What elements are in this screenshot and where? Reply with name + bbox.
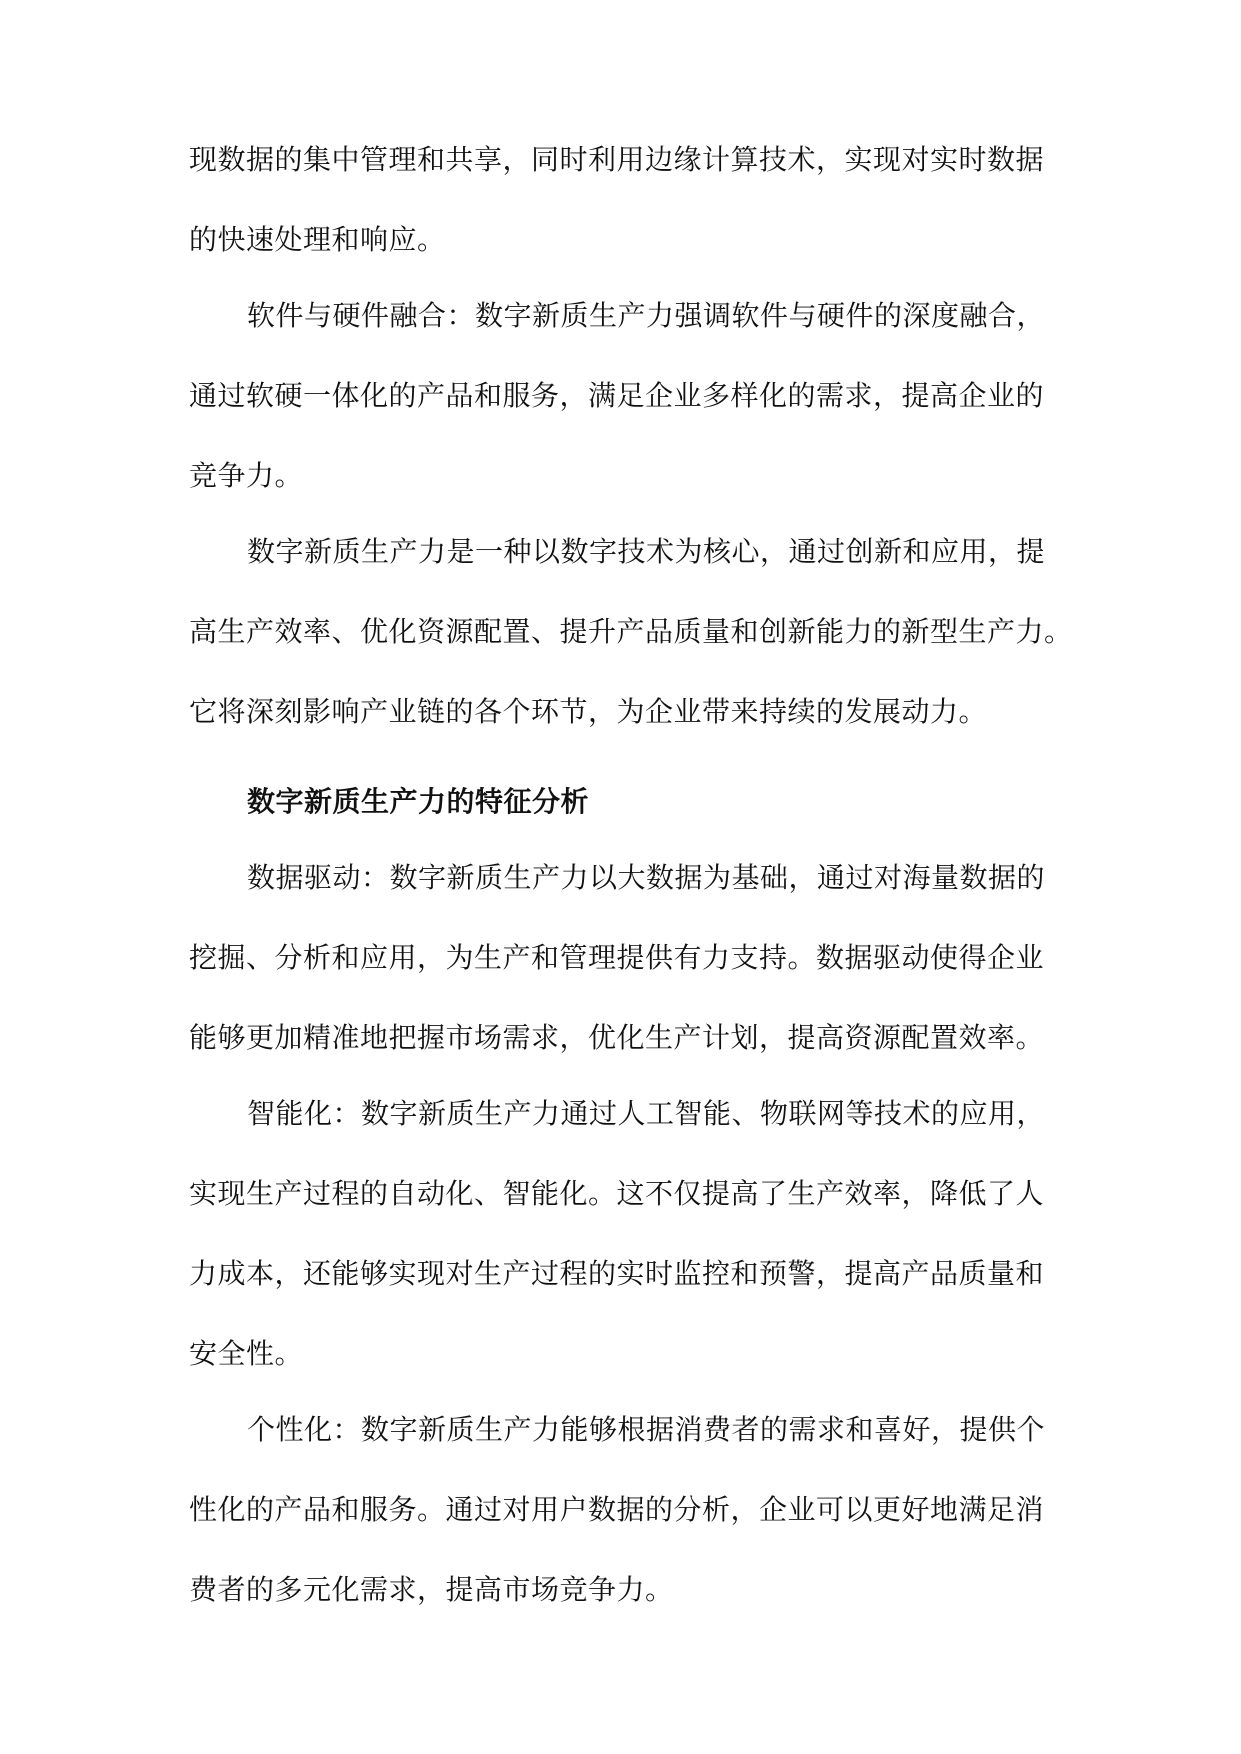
paragraph-line: 通过软硬一体化的产品和服务，满足企业多样化的需求，提高企业的 xyxy=(189,379,1045,412)
paragraph-line: 个性化：数字新质生产力能够根据消费者的需求和喜好，提供个 xyxy=(247,1413,1046,1446)
paragraph-line: 现数据的集中管理和共享，同时利用边缘计算技术，实现对实时数据 xyxy=(189,143,1045,176)
section-heading: 数字新质生产力的特征分析 xyxy=(247,785,590,818)
paragraph-line: 的快速处理和响应。 xyxy=(189,223,446,256)
paragraph-line: 挖掘、分析和应用，为生产和管理提供有力支持。数据驱动使得企业 xyxy=(189,941,1045,974)
paragraph-data-driven xyxy=(189,858,1059,1058)
paragraph-line: 它将深刻影响产业链的各个环节，为企业带来持续的发展动力。 xyxy=(189,695,988,728)
paragraph-line: 安全性。 xyxy=(189,1337,304,1370)
paragraph-data-management xyxy=(189,140,1059,260)
paragraph-definition xyxy=(189,532,1073,732)
paragraph-line: 能够更加精准地把握市场需求，优化生产计划，提高资源配置效率。 xyxy=(189,1021,1045,1054)
paragraph-line: 实现生产过程的自动化、智能化。这不仅提高了生产效率，降低了人 xyxy=(189,1177,1045,1210)
paragraph-personalized xyxy=(189,1410,1059,1610)
paragraph-line: 高生产效率、优化资源配置、提升产品质量和创新能力的新型生产力。 xyxy=(189,615,1073,648)
paragraph-line: 数据驱动：数字新质生产力以大数据为基础，通过对海量数据的 xyxy=(247,861,1046,894)
paragraph-line: 力成本，还能够实现对生产过程的实时监控和预警，提高产品质量和 xyxy=(189,1257,1045,1290)
paragraph-intelligent xyxy=(189,1094,1059,1374)
paragraph-line: 智能化：数字新质生产力通过人工智能、物联网等技术的应用， xyxy=(247,1097,1046,1130)
paragraph-line: 数字新质生产力是一种以数字技术为核心，通过创新和应用，提 xyxy=(247,535,1046,568)
paragraph-line: 竞争力。 xyxy=(189,459,304,492)
paragraph-line: 软件与硬件融合：数字新质生产力强调软件与硬件的深度融合， xyxy=(247,299,1046,332)
paragraph-line: 费者的多元化需求，提高市场竞争力。 xyxy=(189,1573,674,1606)
paragraph-line: 性化的产品和服务。通过对用户数据的分析，企业可以更好地满足消 xyxy=(189,1493,1045,1526)
document-body xyxy=(189,140,1073,1610)
paragraph-software-hardware xyxy=(189,296,1059,496)
